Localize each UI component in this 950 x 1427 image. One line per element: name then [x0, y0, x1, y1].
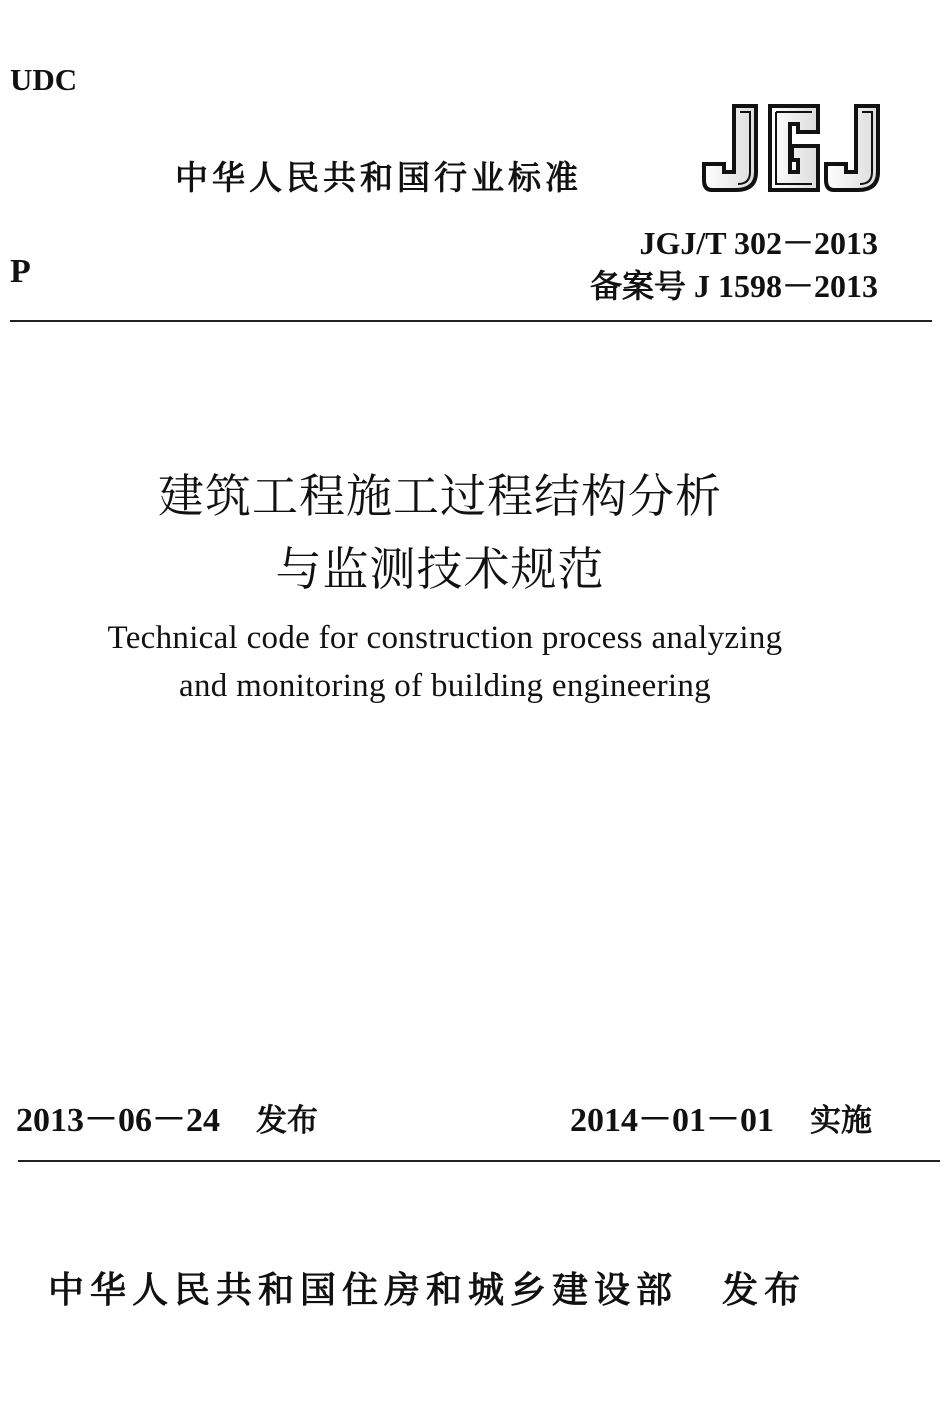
record-number: 备案号 J 1598－2013: [589, 268, 878, 304]
effective-label: 实施: [810, 1103, 872, 1139]
title-en-line1: Technical code for construction process analyzing: [107, 620, 783, 656]
standard-category: 中华人民共和国行业标准: [175, 158, 582, 197]
classification-label: P: [10, 253, 31, 290]
issue-date: 2013－06－24: [16, 1102, 220, 1139]
standard-number: JGJ/T 302－2013: [639, 225, 878, 261]
jgj-logo: [700, 102, 882, 194]
title-zh-line2: 与监测技术规范: [275, 542, 605, 596]
issue-date-row: [16, 1092, 318, 1141]
issuer-row: [48, 1262, 806, 1313]
standard-code-block: [590, 222, 878, 308]
issuer-label: 发布: [722, 1270, 807, 1311]
effective-date-row: [570, 1092, 872, 1141]
udc-label: UDC: [10, 62, 78, 97]
title-zh-line1: 建筑工程施工过程结构分析: [158, 469, 722, 523]
title-en-line2: and monitoring of building engineering: [179, 668, 711, 704]
header-divider: [10, 320, 932, 322]
issuer-name: 中华人民共和国住房和城乡建设部: [48, 1270, 679, 1311]
footer-divider: [18, 1160, 940, 1162]
effective-date: 2014－01－01: [570, 1102, 774, 1139]
issue-label: 发布: [256, 1103, 318, 1139]
